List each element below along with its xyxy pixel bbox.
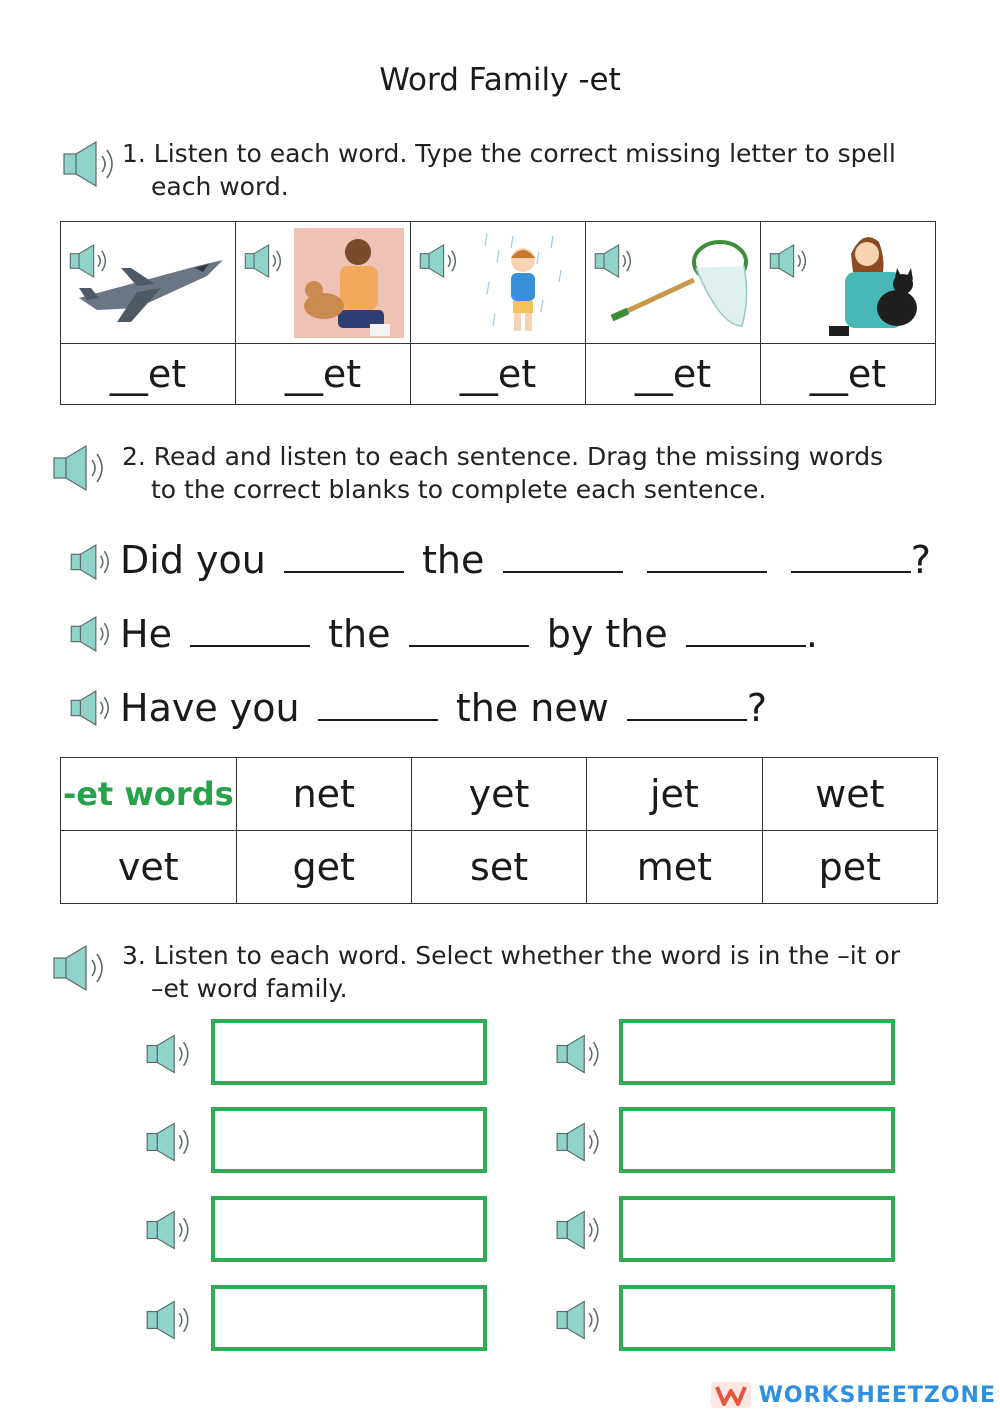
- drop-blank[interactable]: [318, 689, 438, 721]
- sentence-end: ?: [746, 686, 768, 730]
- picture-cell-3: [411, 222, 586, 344]
- sentence-text: the: [328, 612, 391, 656]
- speaker-icon[interactable]: [143, 1120, 197, 1164]
- spelling-table: [60, 221, 936, 405]
- page-title: Word Family -et: [379, 62, 621, 98]
- picture-cell-1: [61, 222, 236, 344]
- sentence-text: He: [120, 612, 172, 656]
- word-tile[interactable]: net: [236, 758, 411, 831]
- picture-cell-5: [761, 222, 936, 344]
- word-tile[interactable]: get: [236, 831, 411, 904]
- boy-with-dog-image: [294, 228, 404, 338]
- speaker-icon[interactable]: [553, 1032, 607, 1076]
- sentence-text: by the: [546, 612, 668, 656]
- sentence-1: [120, 538, 931, 582]
- jet-plane-image: [77, 258, 227, 328]
- word-tile[interactable]: vet: [61, 831, 237, 904]
- section3-instruction-line1: 3. Listen to each word. Select whether the word is in the –it or: [122, 941, 901, 970]
- answer-cell-3[interactable]: __et: [411, 344, 586, 405]
- picture-cell-2: [236, 222, 411, 344]
- sentence-text: the: [422, 538, 485, 582]
- word-family-select-box[interactable]: [211, 1107, 487, 1173]
- word-family-select-box[interactable]: [211, 1019, 487, 1085]
- word-tile[interactable]: met: [587, 831, 762, 904]
- word-family-select-box[interactable]: [619, 1019, 895, 1085]
- word-tile[interactable]: wet: [762, 758, 937, 831]
- word-tile[interactable]: set: [411, 831, 586, 904]
- speaker-icon[interactable]: [143, 1298, 197, 1342]
- drop-blank[interactable]: [503, 541, 623, 573]
- sentence-text: Did you: [120, 538, 266, 582]
- word-family-select-box[interactable]: [211, 1285, 487, 1351]
- section1-instruction: [122, 137, 896, 203]
- speaker-icon[interactable]: [553, 1298, 607, 1342]
- answer-cell-4[interactable]: __et: [586, 344, 761, 405]
- speaker-icon[interactable]: [417, 242, 463, 284]
- word-family-select-box[interactable]: [211, 1196, 487, 1262]
- butterfly-net-image: [608, 238, 758, 330]
- speaker-icon[interactable]: [143, 1208, 197, 1252]
- sentence-end: .: [805, 612, 818, 656]
- word-family-select-box[interactable]: [619, 1107, 895, 1173]
- word-tile[interactable]: yet: [411, 758, 586, 831]
- speaker-icon[interactable]: [143, 1032, 197, 1076]
- answer-cell-5[interactable]: __et: [761, 344, 936, 405]
- drop-blank[interactable]: [627, 689, 747, 721]
- sentence-text: the new: [455, 686, 609, 730]
- sentence-text: Have you: [120, 686, 300, 730]
- word-tile[interactable]: jet: [587, 758, 762, 831]
- speaker-icon[interactable]: [50, 942, 112, 994]
- speaker-icon[interactable]: [242, 242, 288, 284]
- answer-cell-1[interactable]: __et: [61, 344, 236, 405]
- speaker-icon[interactable]: [50, 442, 112, 494]
- brand-name: WORKSHEETZONE: [758, 1382, 996, 1408]
- drop-blank[interactable]: [686, 615, 806, 647]
- section2-instruction: [122, 440, 883, 506]
- speaker-icon[interactable]: [68, 614, 116, 654]
- word-family-select-box[interactable]: [619, 1285, 895, 1351]
- speaker-icon[interactable]: [553, 1120, 607, 1164]
- sentence-2: [120, 612, 818, 656]
- section3-instruction: [122, 939, 900, 1005]
- sentence-3: [120, 686, 767, 730]
- speaker-icon[interactable]: [68, 542, 116, 582]
- section1-instruction-line1: 1. Listen to each word. Type the correct missing letter to spell: [122, 139, 896, 168]
- word-tile[interactable]: pet: [762, 831, 937, 904]
- drop-blank[interactable]: [791, 541, 911, 573]
- word-family-select-box[interactable]: [619, 1196, 895, 1262]
- vet-with-cat-image: [829, 228, 929, 338]
- brand-logo: [711, 1380, 996, 1410]
- speaker-icon[interactable]: [553, 1208, 607, 1252]
- speaker-icon[interactable]: [68, 688, 116, 728]
- sentence-end: ?: [910, 538, 931, 582]
- boy-in-rain-image: [483, 230, 565, 338]
- section1-instruction-line2: each word.: [151, 172, 289, 201]
- word-bank: [60, 757, 938, 904]
- section2-instruction-line1: 2. Read and listen to each sentence. Drag the missing words: [122, 442, 884, 471]
- drop-blank[interactable]: [284, 541, 404, 573]
- word-bank-header: -et words: [61, 758, 237, 831]
- picture-cell-4: [586, 222, 761, 344]
- worksheetzone-logo-icon: [711, 1382, 751, 1408]
- answer-cell-2[interactable]: __et: [236, 344, 411, 405]
- drop-blank[interactable]: [409, 615, 529, 647]
- drop-blank[interactable]: [190, 615, 310, 647]
- speaker-icon[interactable]: [60, 138, 122, 190]
- section3-instruction-line2: –et word family.: [151, 974, 348, 1003]
- section2-instruction-line2: to the correct blanks to complete each sentence.: [151, 475, 767, 504]
- drop-blank[interactable]: [647, 541, 767, 573]
- speaker-icon[interactable]: [767, 242, 813, 284]
